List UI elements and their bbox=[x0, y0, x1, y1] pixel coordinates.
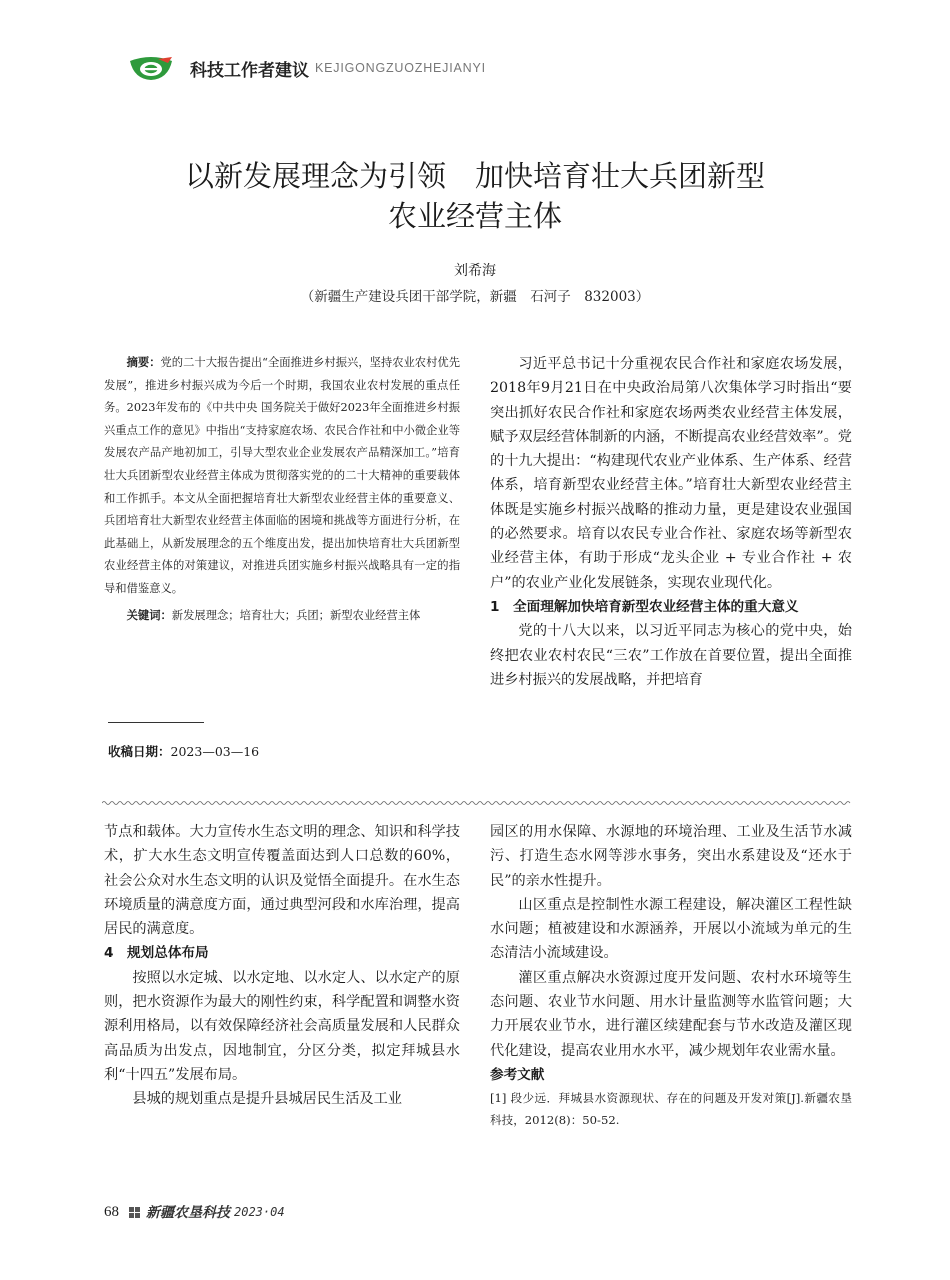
reference-item: [1] 段少远．拜城县水资源现状、存在的问题及开发对策[J].新疆农垦科技，2012(8)：50-52. bbox=[490, 1091, 852, 1128]
references-heading: 参考文献 bbox=[490, 1066, 545, 1083]
article-title-line-2: 农业经营主体 bbox=[387, 199, 562, 233]
section-1-paragraph: 党的十八大以来，以习近平同志为核心的党中央，始终把农业农村农民“三农”工作放在首要位置，提出全面推进乡村振兴的发展战略，并把培育 bbox=[490, 623, 852, 688]
keywords-text: 新发展理念；培育壮大；兵团；新型农业经营主体 bbox=[171, 608, 421, 622]
page-footer bbox=[104, 1202, 285, 1222]
section-4-paragraph-2: 县城的规划重点是提升县城居民生活及工业 bbox=[132, 1091, 402, 1108]
footnote-rule bbox=[108, 722, 204, 723]
received-label: 收稿日期： bbox=[108, 744, 171, 759]
journal-logo-icon bbox=[128, 55, 174, 81]
article-title-line-1: 以新发展理念为引领 加快培育壮大兵团新型 bbox=[184, 159, 765, 193]
intro-column bbox=[490, 352, 852, 692]
received-date bbox=[108, 742, 259, 760]
received-value: 2023—03—16 bbox=[170, 744, 260, 759]
keywords-label: 关键词： bbox=[126, 608, 172, 622]
bottom-right-paragraph-2: 山区重点是控制性水源工程建设，解决灌区工程性缺水问题；植被建设和水源涵养，开展以小流域为单元的生态清洁小流域建设。 bbox=[490, 896, 852, 962]
continued-paragraph: 节点和载体。大力宣传水生态文明的理念、知识和科学技术，扩大水生态文明宣传覆盖面达到人口总数的60%，社会公众对水生态文明的认识及觉悟全面提升。在水生态环境质量的满意度方面，通过典型河段和水库治理，提高居民的满意度。 bbox=[104, 824, 460, 938]
bottom-right-paragraph-3: 灌区重点解决水资源过度开发问题、农村水环境等生态问题、农业节水问题、用水计量监测等水监管问题；大力开展农业节水，进行灌区续建配套与节水改造及灌区现代化建设，提高农业用水水平，减少规划年农业需水量。 bbox=[490, 969, 852, 1059]
author-name: 刘希海 bbox=[454, 263, 496, 279]
column-title: 科技工作者建议 bbox=[190, 60, 309, 81]
bottom-right-column bbox=[490, 820, 852, 1131]
section-4-heading: 4 规划总体布局 bbox=[104, 945, 209, 962]
section-4-paragraph-1: 按照以水定城、以水定地、以水定人、以水定产的原则，把水资源作为最大的刚性约束，科学配置和调整水资源利用格局，以有效保障经济社会高质量发展和人民群众高品质为出发点，因地制宜，分区分类，拟定拜城县水利“十四五”发展布局。 bbox=[104, 969, 460, 1083]
column-pinyin: KEJIGONGZUOZHEJIANYI bbox=[315, 61, 486, 75]
author-affiliation: （新疆生产建设兵团干部学院，新疆 石河子 832003） bbox=[300, 289, 650, 305]
footer-square-icon bbox=[129, 1207, 140, 1218]
abstract-label: 摘要： bbox=[126, 356, 161, 369]
abstract-text: 党的二十大报告提出“全面推进乡村振兴，坚持农业农村优先发展”，推进乡村振兴成为今后一个时期，我国农业农村发展的重点任务。2023年发布的《中共中央 国务院关于做好2023年全面推进乡村振兴重点工作的意见》中指出“支持家庭农场、农民合作社和中小微企业等发展农产品产地初加工，引导大型农业企业发展农产品精深加工。”培育壮大兵团新型农业经营主体成为贯彻落实党的的二十大精神的重要载体和工作抓手。本文从全面把握培育壮大新型农业经营主体的重要意义、兵团培育壮大新型农业经营主体面临的困境和挑战等方面进行分析，在此基础上，从新发展理念的五个维度出发，提出加快培育壮大兵团新型农业经营主体的对策建议，对推进兵团实施乡村振兴战略具有一定的指导和借鉴意义。 bbox=[104, 356, 460, 595]
running-header bbox=[128, 52, 486, 84]
journal-name: 新疆农垦科技 bbox=[146, 1205, 230, 1221]
intro-paragraph: 习近平总书记十分重视农民合作社和家庭农场发展，2018年9月21日在中央政治局第八次集体学习时指出“要突出抓好农民合作社和家庭农场两类农业经营主体发展，赋予双层经营体制新的内涵，不断提高农业经营效率”。党的十九大提出：“构建现代农业产业体系、生产体系、经营体系，培育新型农业经营主体。”培育壮大新型农业经营主体既是实施乡村振兴战略的推动力量，更是建设农业强国的必然要求。培育以农民专业合作社、家庭农场等新型农业经营主体，有助于形成“龙头企业 + 专业合作社 + 农户”的农业产业化发展链条，实现农业现代化。 bbox=[490, 356, 852, 591]
section-1-heading: 1 全面理解加快培育新型农业经营主体的重大意义 bbox=[490, 598, 799, 615]
journal-issue: 2023·04 bbox=[234, 1205, 285, 1219]
abstract-block bbox=[104, 352, 460, 627]
wavy-divider bbox=[102, 800, 852, 806]
bottom-right-paragraph-1: 园区的用水保障、水源地的环境治理、工业及生活节水减污、打造生态水网等涉水事务，突出水系建设及“还水于民”的亲水性提升。 bbox=[490, 824, 852, 889]
bottom-left-column bbox=[104, 820, 460, 1112]
page-number: 68 bbox=[104, 1203, 119, 1220]
